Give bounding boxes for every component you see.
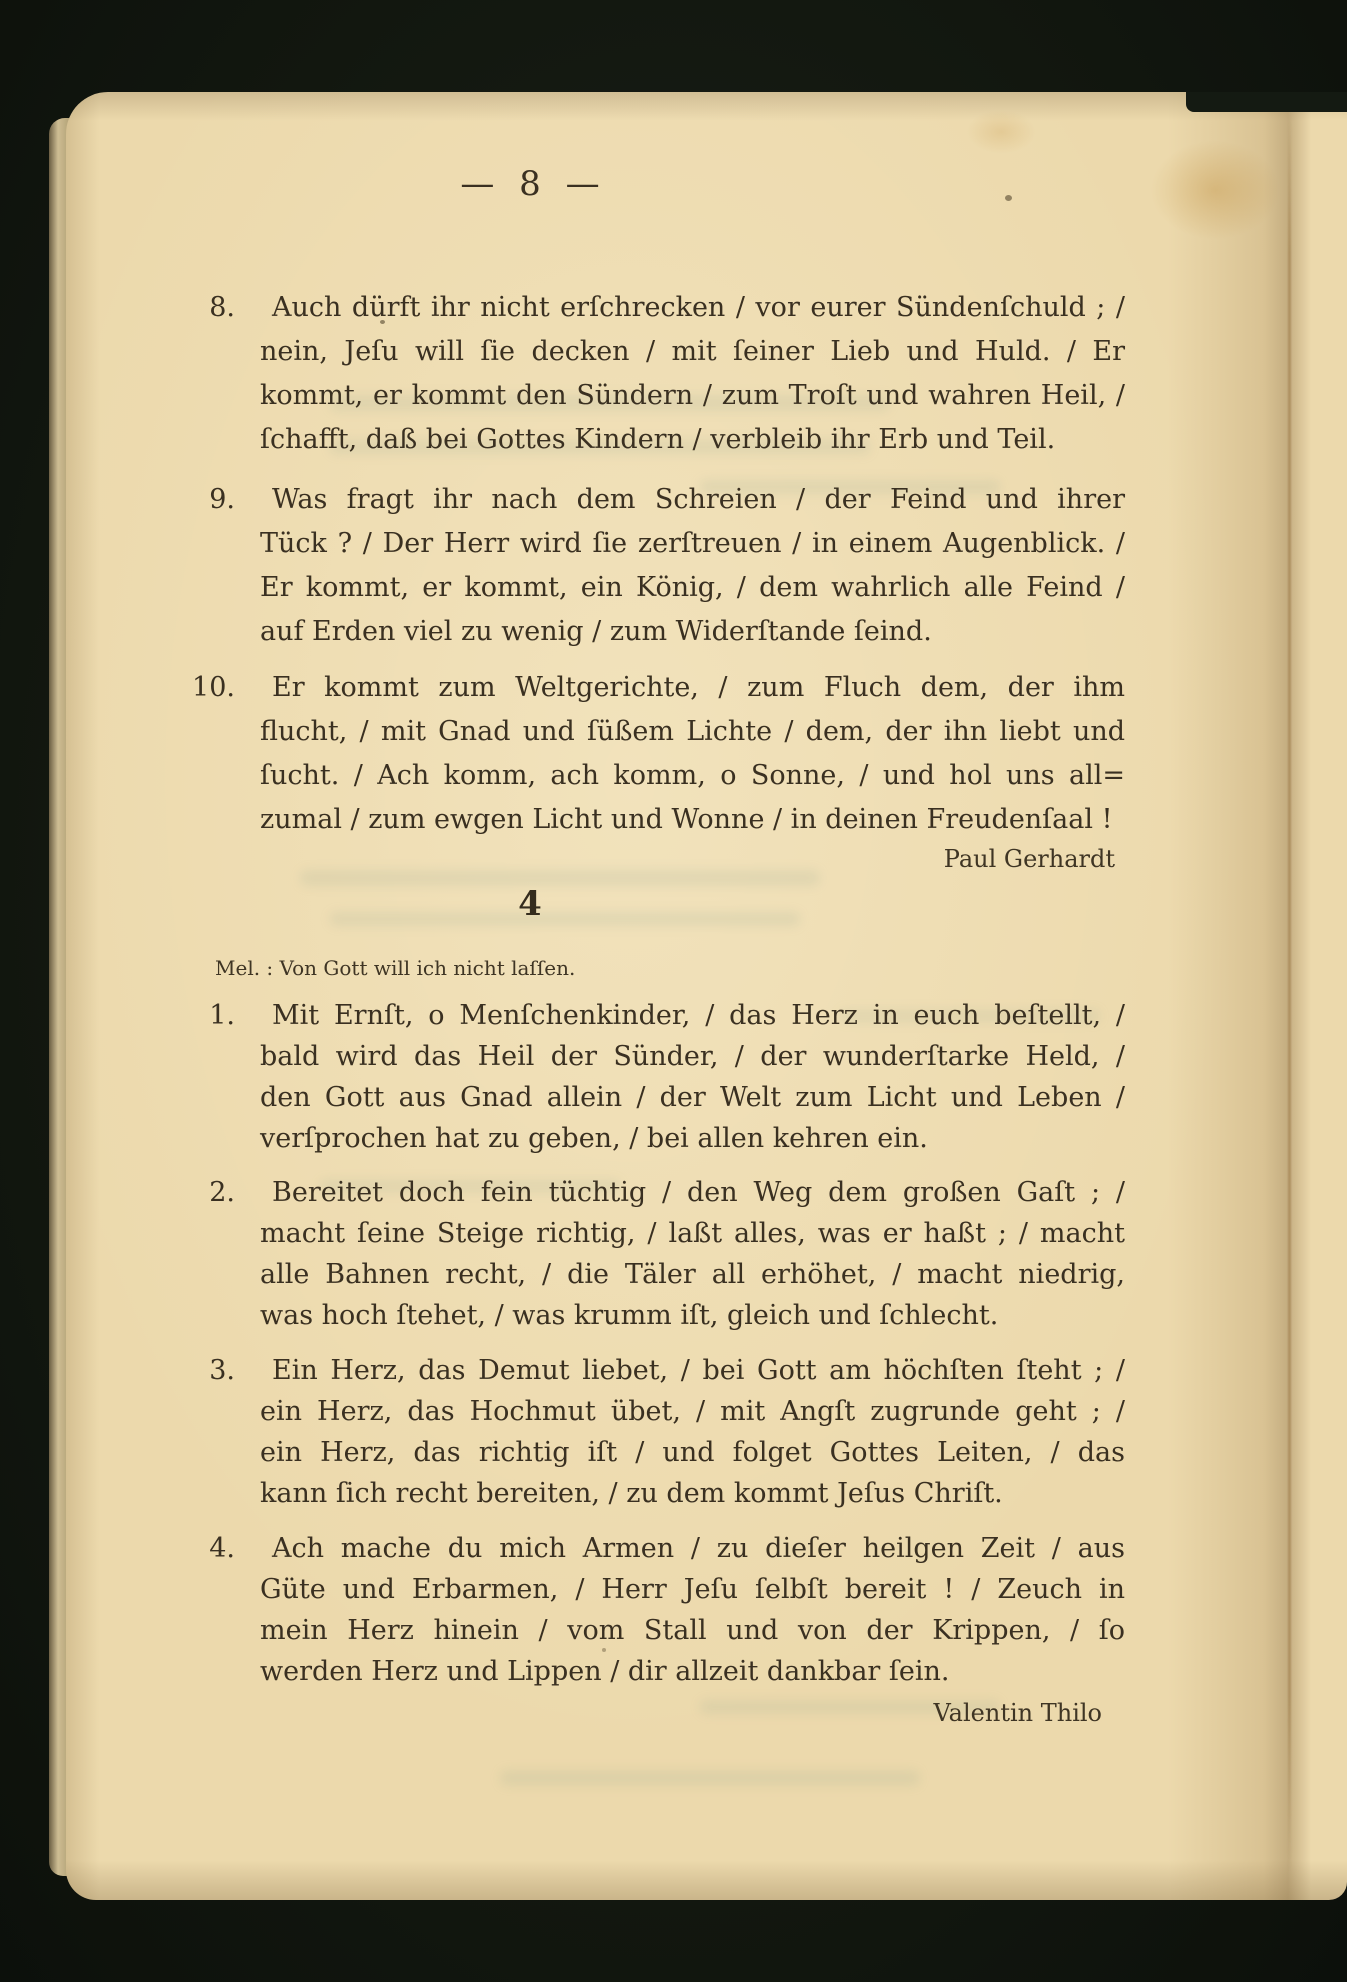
verse-line: macht ſeine Steige richtig, / laßt alles, was er haßt ; / macht: [260, 1218, 1125, 1249]
verse-number: 3.: [209, 1355, 235, 1386]
hymn-verse: [209, 1528, 1125, 1692]
verse-line: 2. Bereitet doch fein tüchtig / den Weg dem großen Gaſt ; /: [260, 1172, 1125, 1213]
verse-line: 3. Ein Herz, das Demut liebet, / bei Gott am höchſten ſteht ; /: [260, 1350, 1125, 1391]
hymn-4-verses: [66, 92, 1347, 1900]
verse-line: 9. Was fragt ihr nach dem Schreien / der Feind und ihrer: [260, 478, 1125, 522]
hymn-verse: [209, 1172, 1125, 1336]
hymn-verse: [209, 1350, 1125, 1514]
verse-line: ſchafft, daß bei Gottes Kindern / verbleib ihr Erb und Teil.: [260, 424, 1056, 455]
verse-line: zumal / zum ewgen Licht und Wonne / in deinen Freudenſaal !: [260, 804, 1113, 835]
hymn-verse: [209, 995, 1125, 1159]
verse-line: flucht, / mit Gnad und ſüßem Lichte / dem, der ihn liebt und: [260, 716, 1125, 747]
verse-line: 8. Auch dürft ihr nicht erſchrecken / vor eurer Sündenſchuld ; /: [260, 286, 1125, 330]
verse-line: Güte und Erbarmen, / Herr Jeſu ſelbſt bereit ! / Zeuch in: [260, 1574, 1125, 1605]
verse-line: kommt, er kommt den Sündern / zum Troſt und wahren Heil, /: [260, 380, 1125, 411]
verse-line: 4. Ach mache du mich Armen / zu dieſer heilgen Zeit / aus: [260, 1528, 1125, 1569]
verse-line: werden Herz und Lippen / dir allzeit dankbar ſein.: [260, 1656, 950, 1687]
verse-line: mein Herz hinein / vom Stall und von der Krippen, / ſo: [260, 1615, 1125, 1646]
verse-number: 9.: [209, 484, 235, 515]
melody-reference: Mel. : Von Gott will ich nicht laſſen.: [215, 956, 576, 980]
author-attribution: Paul Gerhardt: [943, 845, 1115, 873]
verse-line: ein Herz, das Hochmut übet, / mit Angſt zugrunde geht ; /: [260, 1396, 1125, 1427]
verse-line: alle Bahnen recht, / die Täler all erhöhet, / macht niedrig,: [260, 1259, 1125, 1290]
author-attribution: Valentin Thilo: [933, 1699, 1102, 1727]
verse-line: nein, Jeſu will ſie decken / mit ſeiner Lieb und Huld. / Er: [260, 336, 1125, 367]
verse-line: verſprochen hat zu geben, / bei allen kehren ein.: [260, 1123, 928, 1154]
verse-line: kann ſich recht bereiten, / zu dem kommt Jeſus Chriſt.: [260, 1478, 1003, 1509]
verse-line: auf Erden viel zu wenig / zum Widerſtande ſeind.: [260, 616, 932, 647]
book-page: [66, 92, 1347, 1900]
verse-line: 10. Er kommt zum Weltgerichte, / zum Fluch dem, der ihm: [260, 666, 1125, 710]
verse-number: 1.: [209, 1000, 235, 1031]
verse-line: Tück ? / Der Herr wird ſie zerſtreuen / in einem Augenblick. /: [260, 528, 1125, 559]
verse-line: den Gott aus Gnad allein / der Welt zum Licht und Leben /: [260, 1082, 1125, 1113]
page-number: — 8 —: [460, 164, 600, 204]
verse-number: 10.: [192, 672, 235, 703]
verse-line: was hoch ſtehet, / was krumm iſt, gleich und ſchlecht.: [260, 1300, 999, 1331]
verse-number: 2.: [209, 1177, 235, 1208]
verse-line: ein Herz, das richtig iſt / und folget Gottes Leiten, / das: [260, 1437, 1125, 1468]
verse-number: 8.: [209, 292, 235, 323]
verse-line: Er kommt, er kommt, ein König, / dem wahrlich alle Feind /: [260, 572, 1125, 603]
verse-line: bald wird das Heil der Sünder, / der wunderſtarke Held, /: [260, 1041, 1125, 1072]
hymn-number: 4: [518, 884, 542, 924]
verse-number: 4.: [209, 1533, 235, 1564]
verse-line: ſucht. / Ach komm, ach komm, o Sonne, / und hol uns all=: [260, 760, 1125, 791]
verse-line: 1. Mit Ernſt, o Menſchenkinder, / das Herz in euch beſtellt, /: [260, 995, 1125, 1036]
